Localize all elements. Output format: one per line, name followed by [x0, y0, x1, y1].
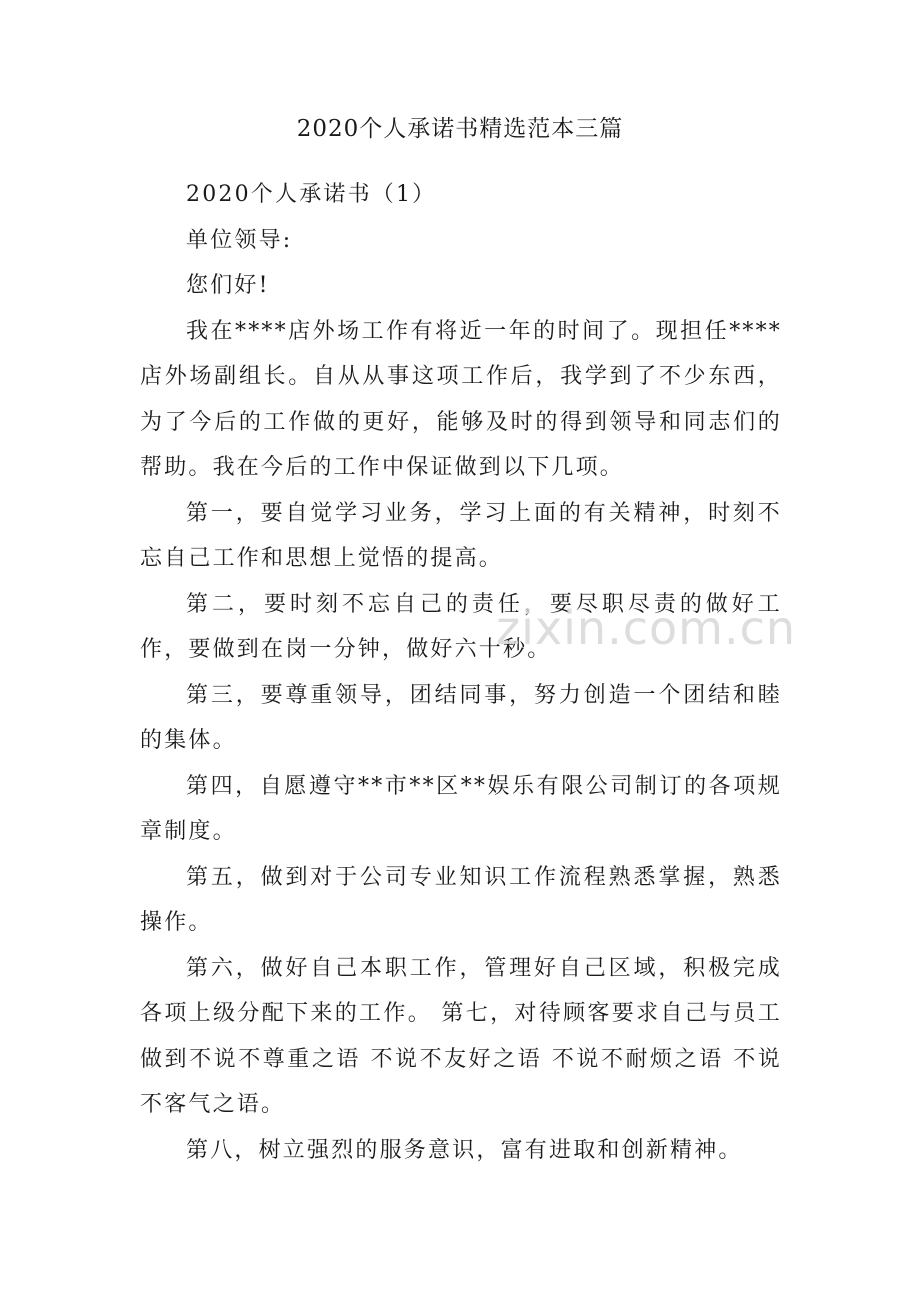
- intro-paragraph: 我在****店外场工作有将近一年的时间了。现担任****店外场副组长。自从从事这项工作后，我学到了不少东西，为了今后的工作做的更好，能够及时的得到领导和同志们的帮助。我在今后的工作中保证做到以下几项。: [140, 318, 782, 480]
- commitment-item-6-7: 第六，做好自己本职工作，管理好自己区域，积极完成各项上级分配下来的工作。 第七，对待顾客要求自己与员工做到不说不尊重之语 不说不友好之语 不说不耐烦之语 不说不客气之语。: [140, 955, 782, 1117]
- salutation: 单位领导:: [186, 227, 293, 253]
- commitment-item-2: 第二，要时刻不忘自己的责任，要尽职尽责的做好工作，要做到在岗一分钟，做好六十秒。: [140, 591, 782, 662]
- commitment-item-3: 第三，要尊重领导，团结同事，努力创造一个团结和睦的集体。: [140, 682, 782, 753]
- site-watermark: zixin.com.cn: [496, 601, 797, 655]
- document-title: 2020个人承诺书精选范本三篇: [296, 116, 624, 142]
- commitment-item-1: 第一，要自觉学习业务，学习上面的有关精神，时刻不忘自己工作和思想上觉悟的提高。: [140, 500, 782, 571]
- greeting: 您们好!: [186, 273, 270, 298]
- commitment-item-8: 第八，树立强烈的服务意识，富有进取和创新精神。: [186, 1137, 743, 1163]
- document-body: [140, 172, 782, 1173]
- section-heading: 2020个人承诺书（1）: [186, 182, 437, 207]
- commitment-item-4: 第四，自愿遵守**市**区**娱乐有限公司制订的各项规章制度。: [140, 773, 782, 844]
- commitment-item-5: 第五，做到对于公司专业知识工作流程熟悉掌握，熟悉操作。: [140, 864, 782, 935]
